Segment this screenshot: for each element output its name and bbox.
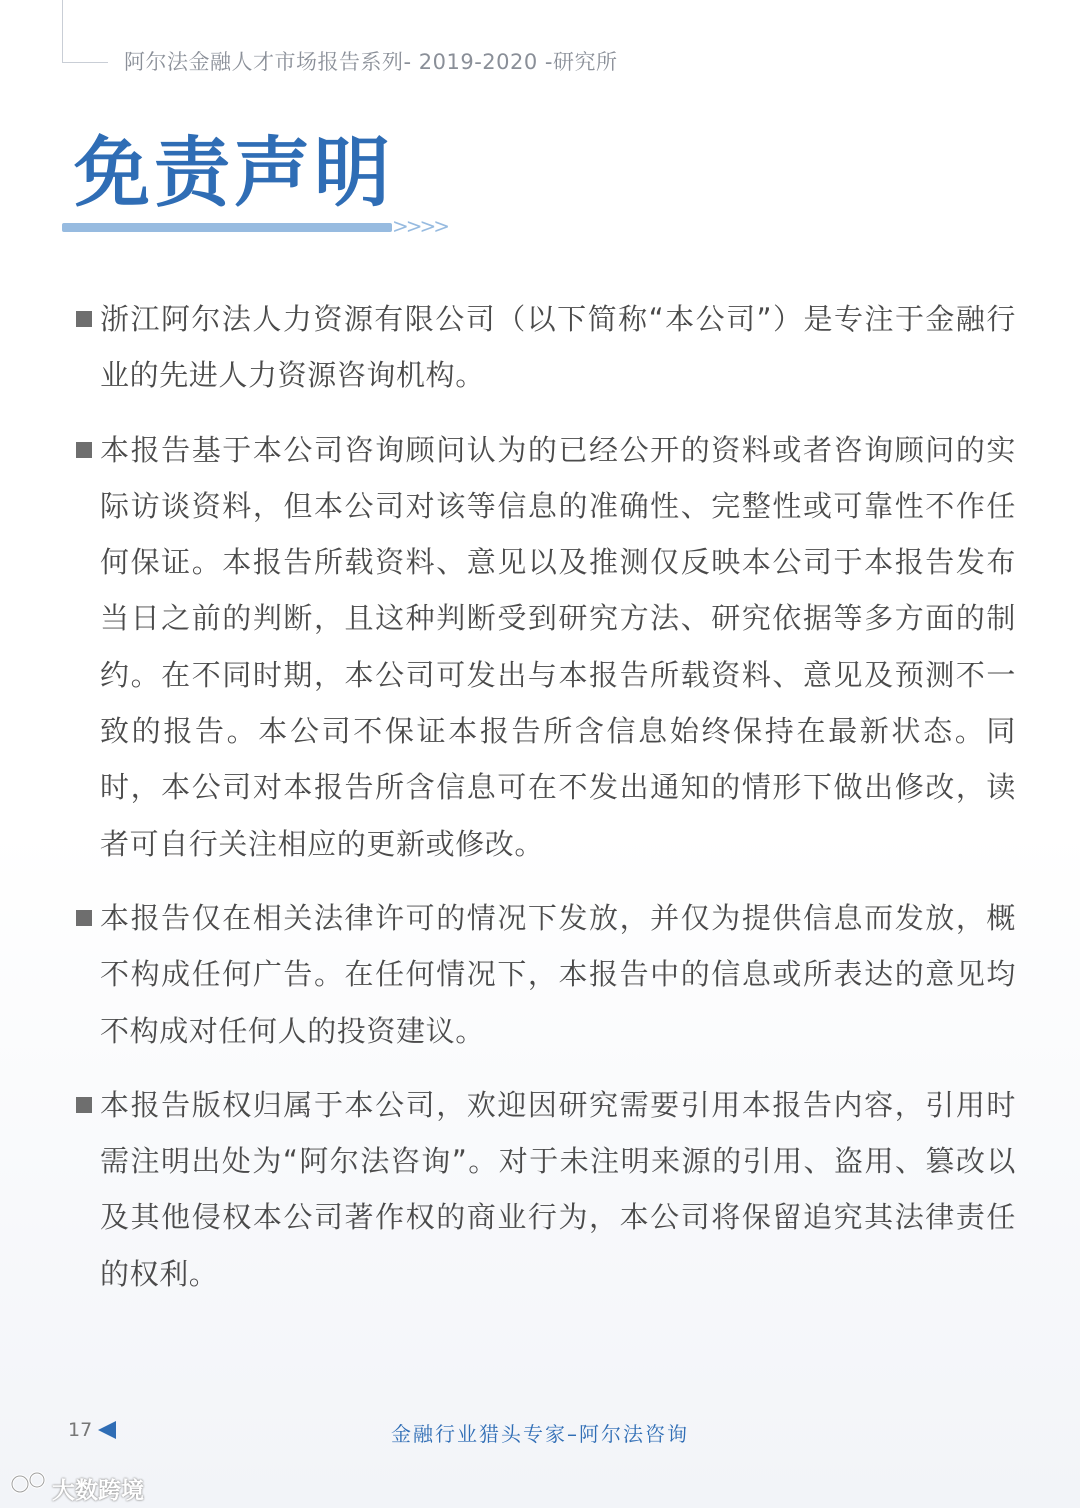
paragraph-text: 本报告版权归属于本公司，欢迎因研究需要引用本报告内容，引用时需注明出处为“阿尔法咨询”。对于未注明来源的引用、盗用、篡改以及其他侵权本公司著作权的商业行为，本公司将保留追究其法律责任的权利。 <box>100 1087 1016 1291</box>
disclaimer-paragraph <box>76 291 1016 404</box>
watermark-text: 大数跨境 <box>52 1478 144 1504</box>
watermark-logo-icon <box>10 1470 50 1496</box>
disclaimer-paragraph <box>76 1077 1016 1302</box>
page-title: 免责声明 <box>74 128 394 217</box>
footer-tagline: 金融行业猎头专家–阿尔法咨询 <box>391 1422 689 1446</box>
disclaimer-paragraph <box>76 890 1016 1059</box>
corner-line-horizontal <box>62 62 108 63</box>
disclaimer-paragraph <box>76 422 1016 872</box>
square-bullet-icon <box>76 442 92 458</box>
paragraph-text: 本报告仅在相关法律许可的情况下发放，并仅为提供信息而发放，概不构成任何广告。在任何情况下，本报告中的信息或所表达的意见均不构成对任何人的投资建议。 <box>100 900 1016 1048</box>
square-bullet-icon <box>76 1097 92 1113</box>
corner-line-vertical <box>62 0 63 62</box>
square-bullet-icon <box>76 910 92 926</box>
page-number: 17 <box>68 1419 93 1441</box>
running-header: 阿尔法金融人才市场报告系列- 2019-2020 -研究所 <box>124 50 618 74</box>
paragraph-text: 本报告基于本公司咨询顾问认为的已经公开的资料或者咨询顾问的实际访谈资料，但本公司对该等信息的准确性、完整性或可靠性不作任何保证。本报告所载资料、意见以及推测仅反映本公司于本报告发布当日之前的判断，且这种判断受到研究方法、研究依据等多方面的制约。在不同时期，本公司可发出与本报告所载资料、意见及预测不一致的报告。本公司不保证本报告所含信息始终保持在最新状态。同时，本公司对本报告所含信息可在不发出通知的情形下做出修改，读者可自行关注相应的更新或修改。 <box>100 432 1016 861</box>
disclaimer-body <box>76 291 1016 1320</box>
paragraph-text: 浙江阿尔法人力资源有限公司（以下简称“本公司”）是专注于金融行业的先进人力资源咨询机构。 <box>100 302 1016 393</box>
title-arrows-icon: >>>> <box>392 214 448 238</box>
title-underline-bar <box>62 223 392 232</box>
square-bullet-icon <box>76 311 92 327</box>
